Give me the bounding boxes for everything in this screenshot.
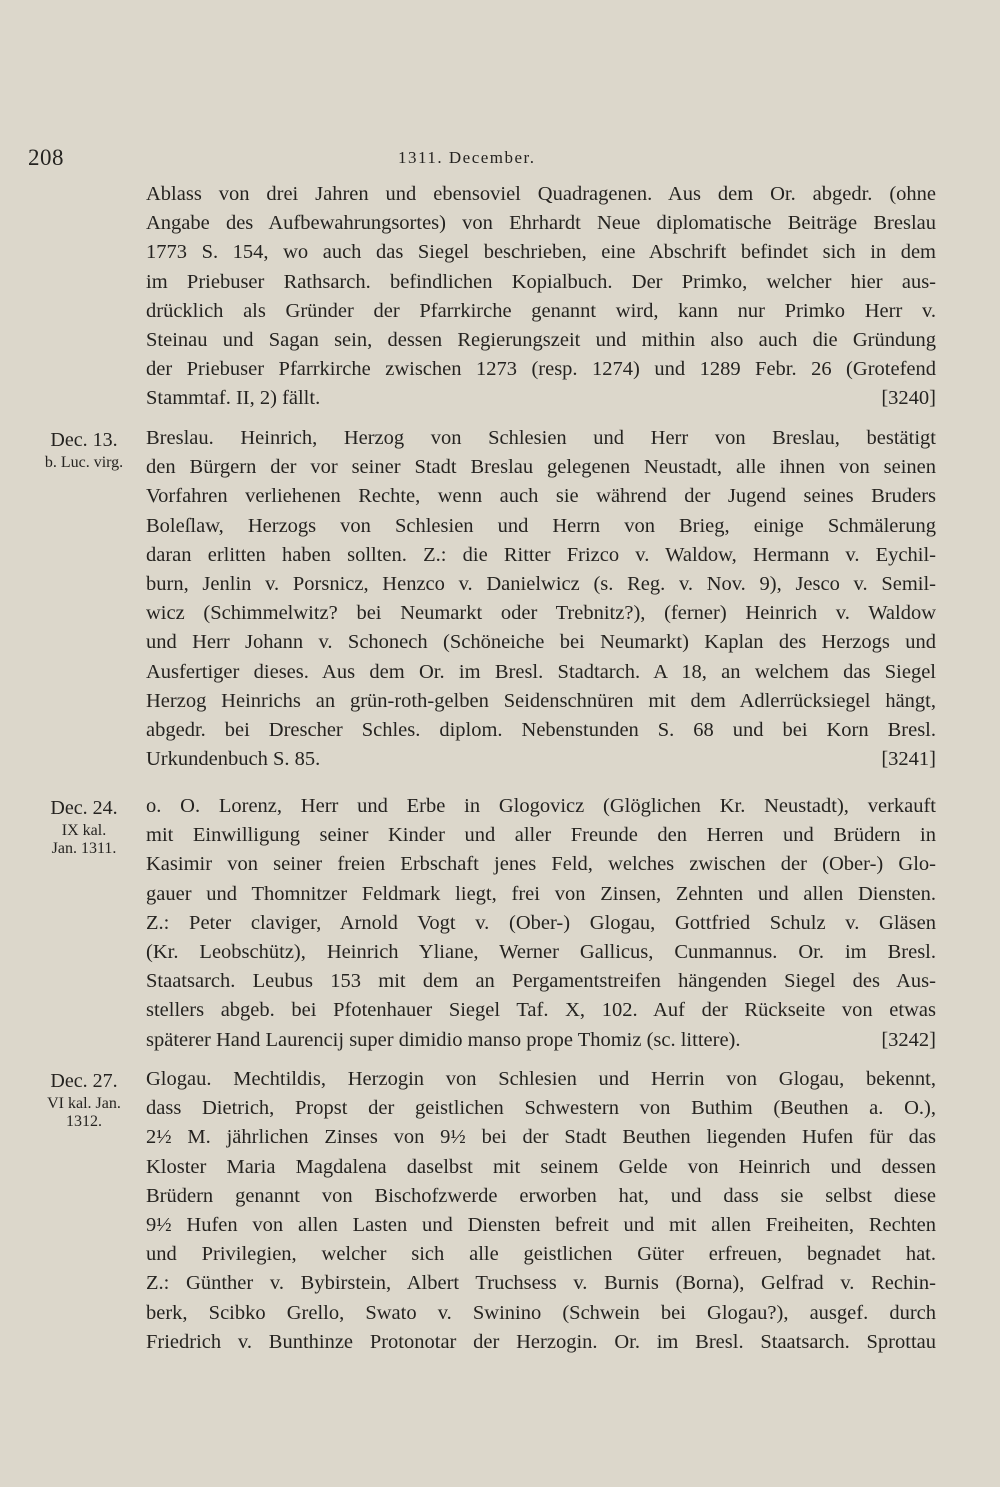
margin-date-day: Dec. 24. [50,797,118,819]
text-line: gauer und Thomnitzer Feldmark liegt, frei von Zinsen, Zehnten und allen Diensten. [146,882,936,905]
text-line: und Herr Johann v. Schonech (Schöneiche bei Neumarkt) Kaplan des Herzogs und [146,631,936,654]
margin-date-feast: b. Luc. virg. [44,454,124,471]
text-line: Herzog Heinrichs an grün-roth-gelben Seidenschnüren mit dem Adlerrücksiegel hängt, [146,689,936,712]
text-line: späterer Hand Laurencij super dimidio manso prope Thomiz (sc. littere). [146,1028,741,1051]
running-head: 1311. December. [398,148,536,167]
text-line: Friedrich v. Bunthinze Protonotar der Herzogin. Or. im Bresl. Staatsarch. Sprottau [146,1330,936,1353]
text-line: Ausfertiger dieses. Aus dem Or. im Bresl. Stadtarch. A 18, an welchem das Siegel [146,660,936,683]
text-line: Brüdern genannt von Bischofzwerde erworben hat, und dass sie selbst diese [146,1184,936,1207]
text-line: abgedr. bei Drescher Schles. diplom. Nebenstunden S. 68 und bei Korn Bresl. [146,719,936,742]
margin-date-year: 1312. [66,1113,102,1130]
text-line: im Priebuser Rathsarch. befindlichen Kopialbuch. Der Primko, welcher hier aus- [146,270,936,293]
text-line: Kloster Maria Magdalena daselbst mit seinem Gelde von Heinrich und dessen [146,1155,936,1178]
text-line: drücklich als Gründer der Pfarrkirche genannt wird, kann nur Primko Herr v. [146,299,936,322]
text-line: wicz (Schimmelwitz? bei Neumarkt oder Trebnitz?), (ferner) Heinrich v. Waldow [146,602,936,625]
regest-body [146,180,936,414]
text-line: 9½ Hufen von allen Lasten und Diensten befreit und mit allen Freiheiten, Rechten [146,1214,936,1237]
margin-date [28,426,140,472]
text-line: Angabe des Aufbewahrungsortes) von Ehrhardt Neue diplomatische Beiträge Breslau [146,212,936,235]
text-line: Glogau. Mechtildis, Herzogin von Schlesien und Herrin von Glogau, bekennt, [146,1068,936,1090]
text-line-final [146,1026,936,1055]
text-line: Z.: Günther v. Bybirstein, Albert Truchsess v. Burnis (Borna), Gelfrad v. Rechin- [146,1272,936,1295]
text-line: 2½ M. jährlichen Zinses von 9½ bei der Stadt Beuthen liegenden Hufen für das [146,1126,936,1149]
text-line: berk, Scibko Grello, Swato v. Swinino (Schwein bei Glogau?), ausgef. durch [146,1301,936,1324]
margin-date-kal: IX kal. [61,822,107,839]
text-line: burn, Jenlin v. Porsnicz, Henzco v. Danielwicz (s. Reg. v. Nov. 9), Jesco v. Semil- [146,573,936,596]
text-line-final [146,384,936,413]
text-line: Ablass von drei Jahren und ebensoviel Quadragenen. Aus dem Or. abgedr. (ohne [146,183,936,205]
regest-body [146,1065,936,1357]
text-line: Breslau. Heinrich, Herzog von Schlesien und Herr von Breslau, bestätigt [146,427,936,449]
text-line: 1773 S. 154, wo auch das Siegel beschrieben, eine Abschrift befindet sich in dem [146,241,936,264]
text-line: dass Dietrich, Propst der geistlichen Schwestern von Buthim (Beuthen a. O.), [146,1097,936,1120]
register-number: [3242] [881,1028,936,1051]
text-line: der Priebuser Pfarrkirche zwischen 1273 (resp. 1274) und 1289 Febr. 26 (Grotefend [146,358,936,381]
text-line: Z.: Peter claviger, Arnold Vogt v. (Ober-) Glogau, Gottfried Schulz v. Gläsen [146,911,936,934]
text-line: Stammtaf. II, 2) fällt. [146,387,321,410]
text-line: Urkundenbuch S. 85. [146,748,321,771]
margin-date-day: Dec. 27. [50,1070,118,1092]
text-line: Steinau und Sagan sein, dessen Regierungszeit und mithin also auch die Gründung [146,329,936,352]
margin-date-day: Dec. 13. [50,429,118,451]
register-number: [3241] [881,748,936,771]
text-line: mit Einwilligung seiner Kinder und aller Freunde den Herren und Brüdern in [146,824,936,847]
text-line: Kasimir von seiner freien Erbschaft jenes Feld, welches zwischen der (Ober-) Glo- [146,853,936,876]
text-line: Vorfahren verliehenen Rechte, wenn auch sie während der Jugend seines Bruders [146,485,936,508]
text-line: (Kr. Leobschütz), Heinrich Yliane, Werner Gallicus, Cunmannus. Or. im Bresl. [146,941,936,964]
regest-body [146,424,936,774]
register-number: [3240] [881,387,936,410]
text-line: den Bürgern der vor seiner Stadt Breslau gelegenen Neustadt, alle ihnen von seinen [146,456,936,479]
margin-date-kal: VI kal. Jan. [47,1095,121,1112]
margin-date-year: Jan. 1311. [51,840,117,857]
text-line: o. O. Lorenz, Herr und Erbe in Glogovicz (Glöglichen Kr. Neustadt), verkauft [146,795,936,817]
regest-body [146,792,936,1055]
margin-date [28,1067,140,1131]
text-line: daran erlitten haben sollten. Z.: die Ritter Frizco v. Waldow, Hermann v. Eychil- [146,543,936,566]
text-line: und Privilegien, welcher sich alle geistlichen Güter erfreuen, begnadet hat. [146,1243,936,1266]
text-line: stellers abgeb. bei Pfotenhauer Siegel Taf. X, 102. Auf der Rückseite von etwas [146,999,936,1022]
page-number: 208 [28,145,64,170]
text-line: Staatsarch. Leubus 153 mit dem an Pergamentstreifen hängenden Siegel des Aus- [146,970,936,993]
page-header [28,145,948,175]
margin-date [28,794,140,858]
text-line: Boleſlaw, Herzogs von Schlesien und Herrn von Brieg, einige Schmälerung [146,514,936,537]
text-line-final [146,745,936,774]
